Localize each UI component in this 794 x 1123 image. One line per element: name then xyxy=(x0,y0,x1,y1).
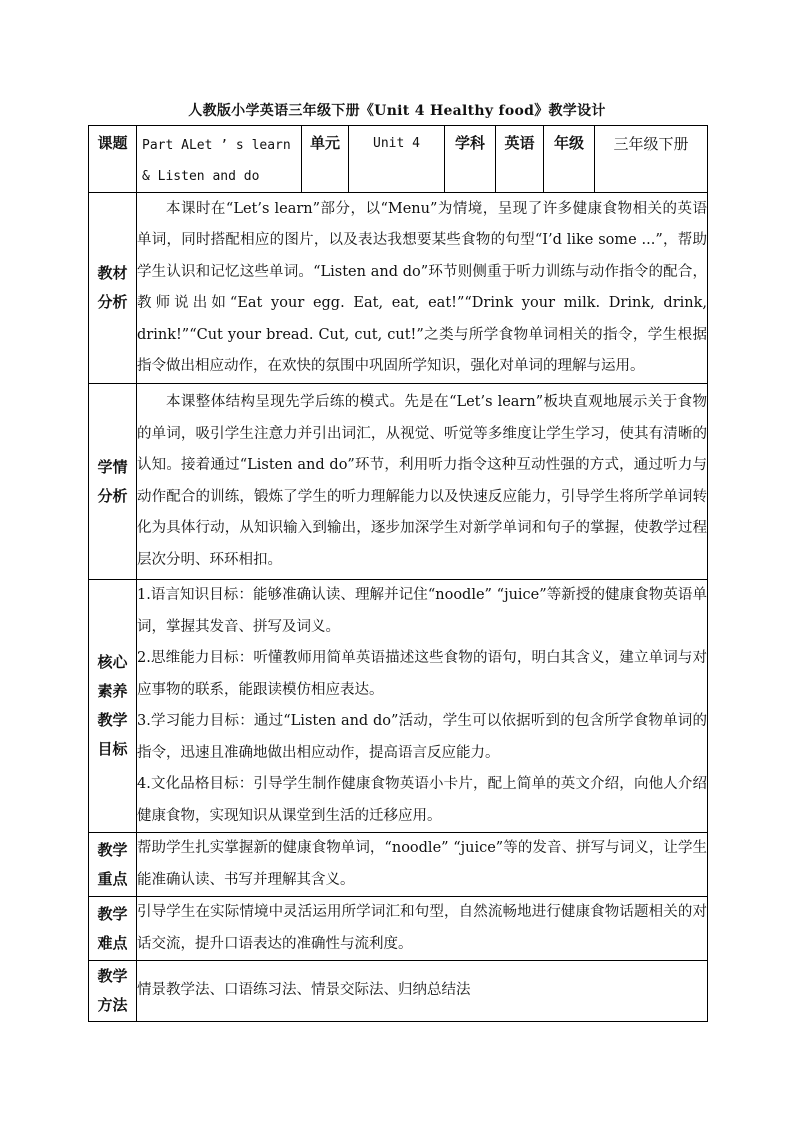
subject-label: 学科 xyxy=(445,126,496,193)
methods-text: 情景教学法、口语练习法、情景交际法、归纳总结法 xyxy=(137,961,708,1022)
topic-value: Part ALet ’ s learn & Listen and do xyxy=(137,126,302,193)
students-row xyxy=(89,384,708,580)
goals-list xyxy=(137,580,708,833)
difficulties-label: 教学难点 xyxy=(89,897,137,961)
methods-label: 教学方法 xyxy=(89,961,137,1022)
grade-label: 年级 xyxy=(544,126,595,193)
key-points-row xyxy=(89,833,708,897)
methods-row xyxy=(89,961,708,1022)
material-row xyxy=(89,193,708,384)
document-title: 人教版小学英语三年级下册《Unit 4 Healthy food》教学设计 xyxy=(188,103,606,119)
material-label: 教材分析 xyxy=(89,193,137,384)
goals-row xyxy=(89,580,708,833)
grade-value: 三年级下册 xyxy=(595,126,708,193)
topic-label: 课题 xyxy=(89,126,137,193)
goals-label: 核心素养教学目标 xyxy=(89,580,137,833)
key-points-text: 帮助学生扎实掌握新的健康食物单词，“noodle” “juice”等的发音、拼写与词义，让学生能准确认读、书写并理解其含义。 xyxy=(137,833,708,897)
unit-label: 单元 xyxy=(302,126,349,193)
unit-value: Unit 4 xyxy=(349,126,445,193)
header-row xyxy=(89,126,708,193)
goal-item: 1.语言知识目标：能够准确认读、理解并记住“noodle” “juice”等新授的健康食物英语单词，掌握其发音、拼写及词义。 xyxy=(137,587,707,635)
goal-item: 3.学习能力目标：通过“Listen and do”活动，学生可以依据听到的包含所学食物单词的指令，迅速且准确地做出相应动作，提高语言反应能力。 xyxy=(137,713,707,761)
subject-value: 英语 xyxy=(496,126,544,193)
difficulties-row xyxy=(89,897,708,961)
students-text: 本课整体结构呈现先学后练的模式。先是在“Let’s learn”板块直观地展示关于食物的单词，吸引学生注意力并引出词汇，从视觉、听觉等多维度让学生学习，使其有清晰的认知。接着通过“Listen and do”环节，利用听力指令这种互动性强的方式，通过听力与动作配合的训练，锻炼了学生的听力理解能力以及快速反应能力，引导学生将所学单词转化为具体行动，从知识输入到输出，逐步加深学生对新学单词和句子的掌握，使教学过程层次分明、环环相扣。 xyxy=(137,384,708,580)
students-label: 学情分析 xyxy=(89,384,137,580)
lesson-plan-table xyxy=(88,125,708,1022)
key-points-label: 教学重点 xyxy=(89,833,137,897)
material-text: 本课时在“Let’s learn”部分，以“Menu”为情境，呈现了许多健康食物相关的英语单词，同时搭配相应的图片，以及表达我想要某些食物的句型“I’d like some ...”，帮助学生认识和记忆这些单词。“Listen and do”环节则侧重于听力训练与动作指令的配合，教师说出如“Eat your egg. Eat, eat, eat!”“Drink your milk. Drink, drink, drink!”“Cut your bread. Cut, cut, cut!”之类与所学食物单词相关的指令，学生根据指令做出相应动作，在欢快的氛围中巩固所学知识，强化对单词的理解与运用。 xyxy=(137,193,708,384)
difficulties-text: 引导学生在实际情境中灵活运用所学词汇和句型，自然流畅地进行健康食物话题相关的对话交流，提升口语表达的准确性与流利度。 xyxy=(137,897,708,961)
goal-item: 4.文化品格目标：引导学生制作健康食物英语小卡片，配上简单的英文介绍，向他人介绍健康食物，实现知识从课堂到生活的迁移应用。 xyxy=(137,776,707,824)
goal-item: 2.思维能力目标：听懂教师用简单英语描述这些食物的语句，明白其含义，建立单词与对应事物的联系，能跟读模仿相应表达。 xyxy=(137,650,707,698)
